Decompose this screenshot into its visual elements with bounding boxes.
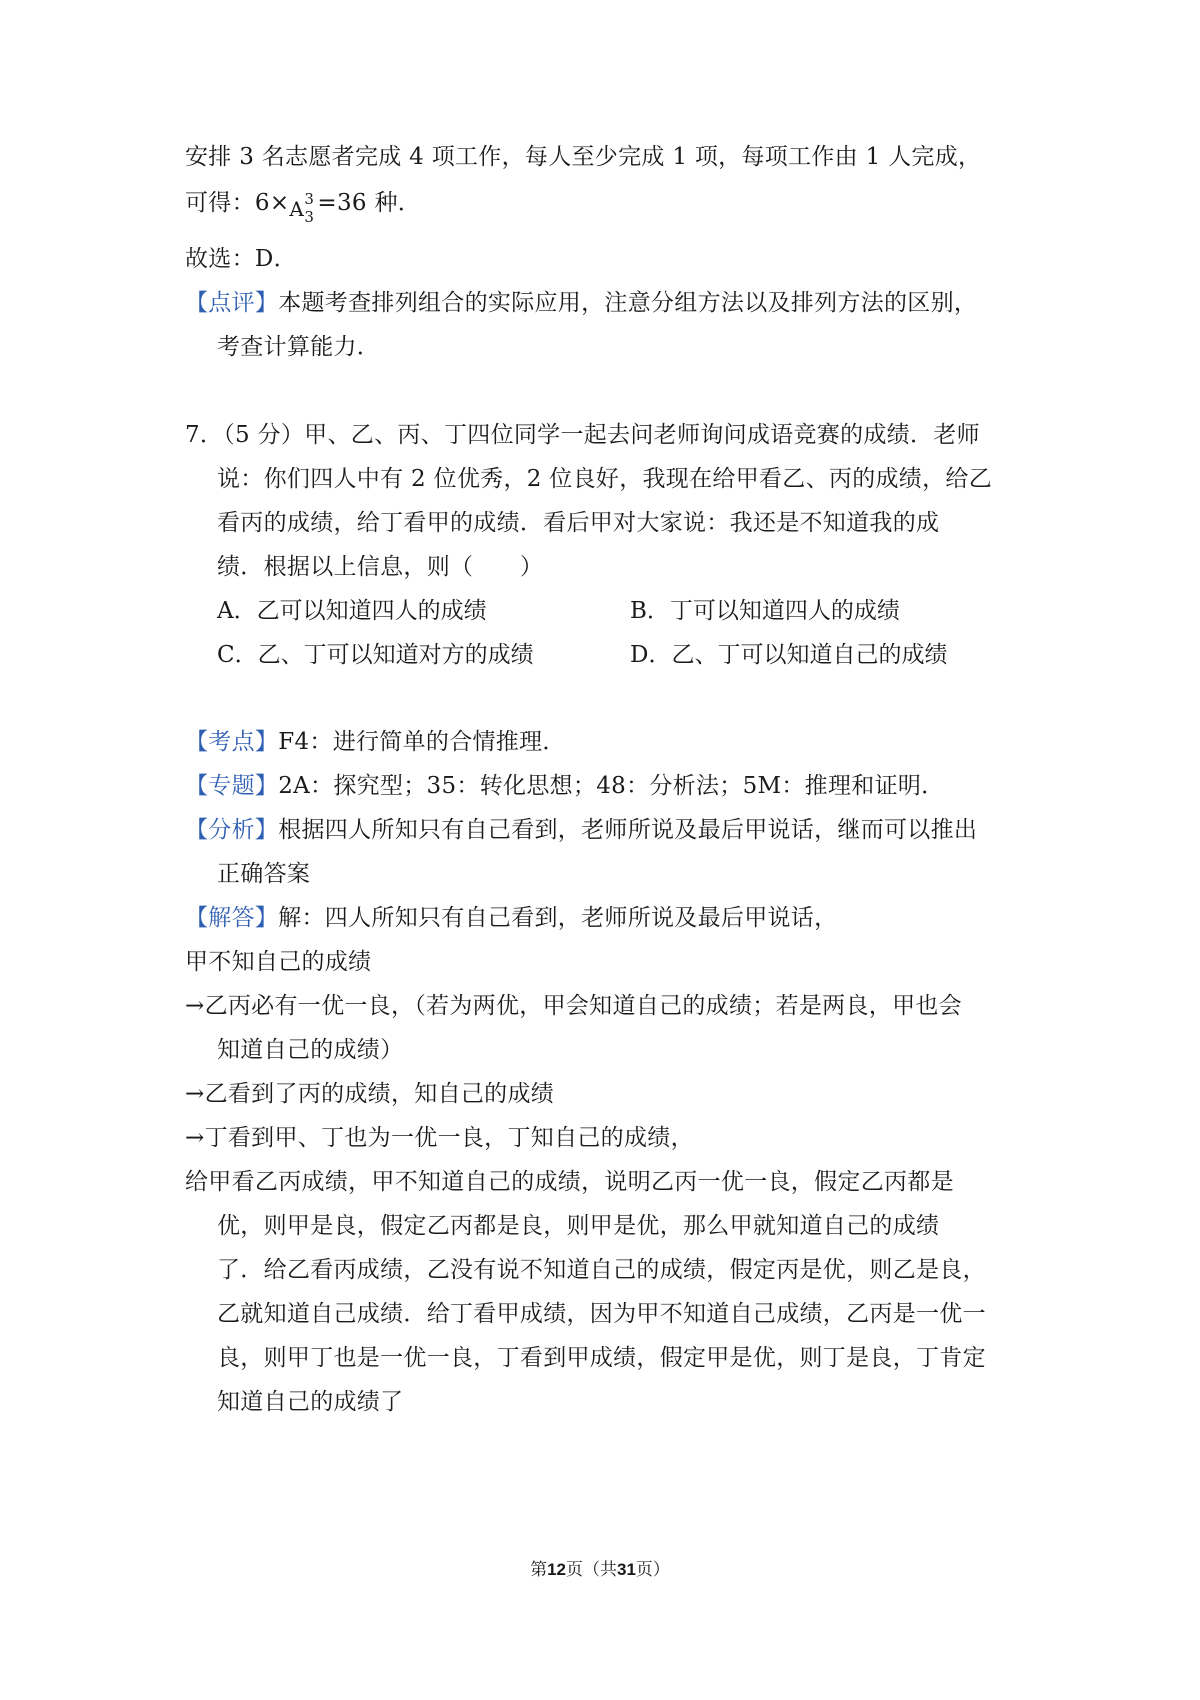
permutation-symbol: A 3 3 xyxy=(289,190,315,226)
comment-line-2: 考查计算能力． xyxy=(217,334,381,360)
question-stem-line-3: 看丙的成绩，给丁看甲的成绩．看后甲对大家说：我还是不知道我的成 xyxy=(217,510,940,536)
fenxi-line-2: 正确答案 xyxy=(217,861,311,887)
jieda-line-3: →乙丙必有一优一良，（若为两优，甲会知道自己的成绩；若是两良，甲也会 xyxy=(185,993,962,1019)
jieda-line-9: 了．给乙看丙成绩，乙没有说不知道自己的成绩，假定丙是优，则乙是良， xyxy=(217,1257,986,1283)
result-suffix: =36 种． xyxy=(317,190,422,216)
jieda-line-5: →乙看到了丙的成绩，知自己的成绩 xyxy=(185,1081,555,1107)
total-page-number: 31 xyxy=(617,1560,636,1579)
option-a: A．乙可以知道四人的成绩 xyxy=(217,598,487,624)
comment-text: 本题考查排列组合的实际应用，注意分组方法以及排列方法的区别， xyxy=(278,290,978,316)
jieda-line-7: 给甲看乙丙成绩，甲不知道自己的成绩，说明乙丙一优一良，假定乙丙都是 xyxy=(185,1169,954,1195)
comment-tag: 【点评】 xyxy=(185,290,279,316)
current-page-number: 12 xyxy=(547,1560,566,1579)
kaodian-tag: 【考点】 xyxy=(185,729,279,755)
jieda-line-4: 知道自己的成绩） xyxy=(217,1037,404,1063)
jieda-line-12: 知道自己的成绩了 xyxy=(217,1389,404,1415)
jieda-line-11: 良，则甲丁也是一优一良，丁看到甲成绩，假定甲是优，则丁是良，丁肯定 xyxy=(217,1345,986,1371)
comment-line xyxy=(185,288,977,318)
jieda-line: 【解答】解：四人所知只有自己看到，老师所说及最后甲说话， xyxy=(185,905,838,931)
question-stem-line-1: 7．（5 分）甲、乙、丙、丁四位同学一起去问老师询问成语竞赛的成绩．老师 xyxy=(185,422,980,448)
jieda-line-6: →丁看到甲、丁也为一优一良，丁知自己的成绩， xyxy=(185,1125,694,1151)
fenxi-line: 【分析】根据四人所知只有自己看到，老师所说及最后甲说话，继而可以推出 xyxy=(185,817,978,843)
jieda-line-2: 甲不知自己的成绩 xyxy=(185,949,372,975)
jieda-line-8: 优，则甲是良，假定乙丙都是良，则甲是优，那么甲就知道自己的成绩 xyxy=(217,1213,940,1239)
option-b: B．丁可以知道四人的成绩 xyxy=(630,598,900,624)
fenxi-tag: 【分析】 xyxy=(185,817,279,843)
kaodian-line: 【考点】F4：进行简单的合情推理． xyxy=(185,729,566,755)
page-footer: 第12页（共31页） xyxy=(530,1560,670,1580)
solution-text-line: 安排 3 名志愿者完成 4 项工作，每人至少完成 1 项，每项工作由 1 人完成， xyxy=(185,144,982,170)
result-prefix: 可得：6× xyxy=(185,190,290,216)
zhuanti-line: 【专题】2A：探究型；35：转化思想；48：分析法；5M：推理和证明． xyxy=(185,773,945,799)
solution-result-line xyxy=(185,188,422,226)
zhuanti-tag: 【专题】 xyxy=(185,773,279,799)
jieda-line-10: 乙就知道自己成绩．给丁看甲成绩，因为甲不知道自己成绩，乙丙是一优一 xyxy=(217,1301,986,1327)
question-stem-line-2: 说：你们四人中有 2 位优秀，2 位良好，我现在给甲看乙、丙的成绩，给乙 xyxy=(217,466,992,492)
answer-choice-line: 故选：D． xyxy=(185,246,297,272)
question-stem-line-4: 绩．根据以上信息，则（ ） xyxy=(217,554,544,580)
option-c: C．乙、丁可以知道对方的成绩 xyxy=(217,642,534,668)
jieda-tag: 【解答】 xyxy=(185,905,279,931)
option-d: D．乙、丁可以知道自己的成绩 xyxy=(630,642,948,668)
